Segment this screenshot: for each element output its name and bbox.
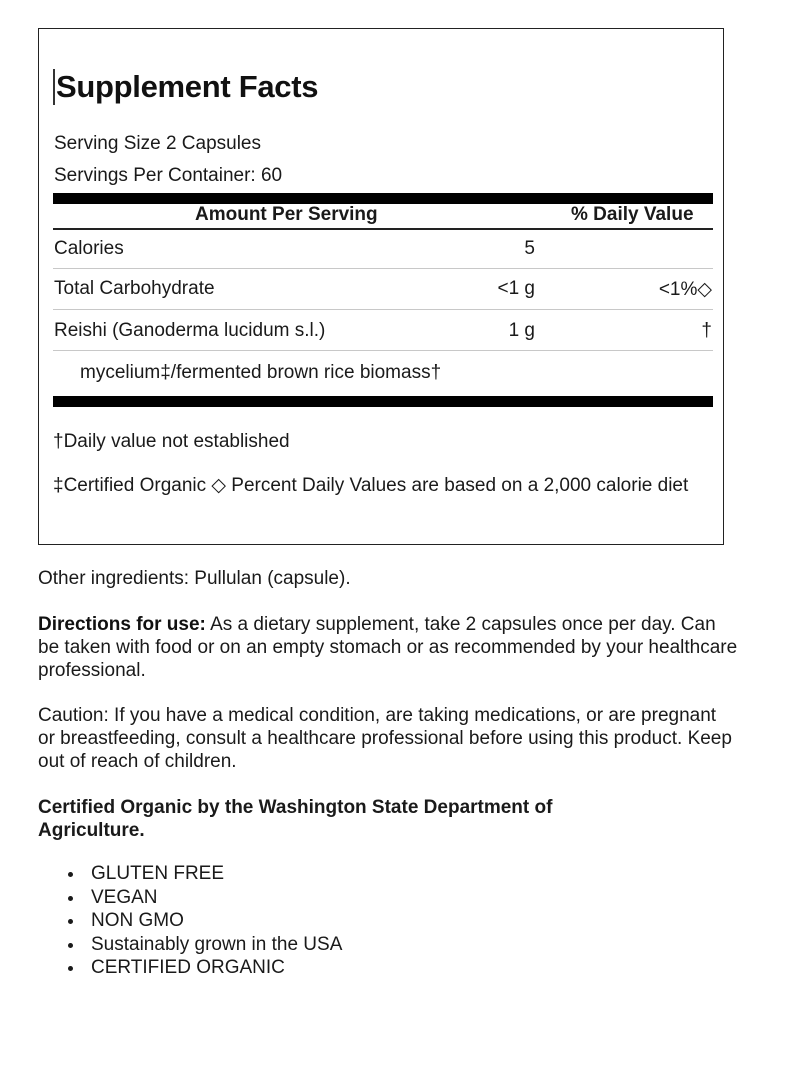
nutrient-amount-reishi: 1 g [508,320,535,341]
list-item: Sustainably grown in the USA [38,933,342,957]
list-item: VEGAN [38,886,342,910]
directions-label: Directions for use: [38,614,206,635]
bullet-icon [68,943,73,948]
header-rule [53,228,713,230]
supplement-facts-panel [38,28,724,545]
serving-size: Serving Size 2 Capsules [54,133,261,154]
nutrient-name-carbohydrate: Total Carbohydrate [54,278,215,299]
list-item: NON GMO [38,909,342,933]
facts-divider-bottom [53,396,713,407]
bullet-icon [68,966,73,971]
nutrient-dv-carbohydrate: <1%◇ [658,279,712,300]
footnote-certified-organic: ‡Certified Organic ◇ Percent Daily Values are based on a 2,000 calorie diet [53,475,689,496]
facts-title: Supplement Facts [53,69,318,105]
nutrient-amount-calories: 5 [524,238,535,259]
certification-statement: Certified Organic by the Washington State Department of Agriculture. [38,797,553,841]
nutrient-name-calories: Calories [54,238,124,259]
row-rule [53,350,713,351]
nutrient-dv-reishi: † [701,320,712,341]
list-item: GLUTEN FREE [38,862,342,886]
bullet-icon [68,919,73,924]
footnote-daily-value: †Daily value not established [53,431,290,452]
bullet-icon [68,872,73,877]
servings-per-container: Servings Per Container: 60 [54,165,283,186]
daily-value-header: % Daily Value [571,204,694,225]
row-rule [53,268,713,269]
facts-divider-top [53,193,713,204]
amount-per-serving-header: Amount Per Serving [195,204,378,225]
feature-list [38,862,342,980]
nutrient-name-reishi: Reishi (Ganoderma lucidum s.l.) [54,320,326,341]
list-item: CERTIFIED ORGANIC [38,956,342,980]
nutrient-amount-carbohydrate: <1 g [497,278,535,299]
directions-text: As a dietary supplement, take 2 capsules once per day. Can be taken with food or on an empty stomach or as recommended by your healthcare professional. [38,614,738,681]
bullet-icon [68,896,73,901]
nutrient-name-mycelium: mycelium‡/fermented brown rice biomass† [80,362,442,383]
directions-for-use [38,613,738,682]
other-ingredients: Other ingredients: Pullulan (capsule). [38,568,351,589]
row-rule [53,309,713,310]
caution-text: Caution: If you have a medical condition, are taking medications, or are pregnant or breastfeeding, consult a healthcare professional before using this product. Keep out of reach of children. [38,705,732,772]
